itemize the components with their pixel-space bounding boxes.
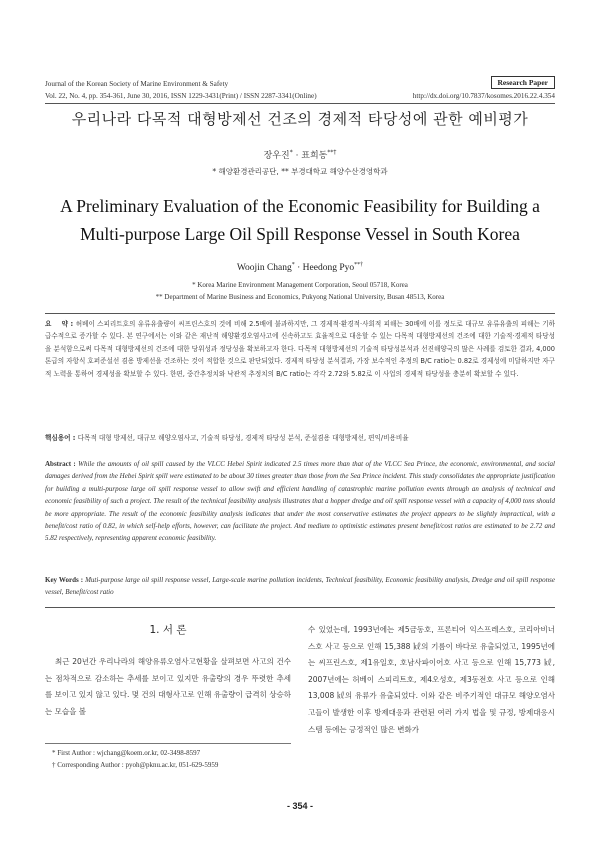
- english-author-2: · Heedong Pyo: [294, 263, 355, 274]
- abstract-bottom-rule: [45, 607, 555, 608]
- english-abstract-text: While the amounts of oil spill caused by the VLCC Hebei Spirit indicated 2.5 times more than that of the VLCC Sea Prince, the economic, environmental, and social damages derived from the Hebei Spirit spill were estimated to be about 30 times greater than those from the Sea Prince incident. This study consolidates the appropriate justification for building a multi-purpose large oil spill response vessel to allow swift and efficient handling of catastrophic marine pollution events through an analysis of technical and economic feasibility of such a project. The result of the technical feasibility analysis illustrates that a hopper dredge and oil spill response vessel with a capacity of 4,000 tons should be more appropriate. The result of the economic feasibility analysis indicates that under the most conservative estimates the project appears to be slightly impractical, with a benefit/cost ratio of 0.82, in which self-help efforts, however, can facilitate the project. And medium to optimistic estimates present benefit/cost ratios are estimated to be 2.72 and 5.82 respectively, representing apparent economic feasibility.: [45, 460, 555, 543]
- author-2-mark: **†: [327, 149, 337, 156]
- english-author-1: Woojin Chang: [236, 263, 292, 274]
- header-rule: [45, 103, 555, 104]
- abstract-top-rule: [45, 313, 555, 314]
- english-affiliation-1: * Korea Marine Environment Management Corporation, Seoul 05718, Korea: [192, 281, 408, 289]
- korean-keywords: [45, 432, 555, 444]
- english-affiliation-2: ** Department of Marine Business and Economics, Pukyong National University, Busan 48513, Korea: [155, 293, 445, 301]
- journal-name: Journal of the Korean Society of Marine Environment & Safety: [45, 80, 229, 88]
- korean-author-1: 장우진: [263, 151, 290, 161]
- page-number: - 354 -: [286, 801, 313, 811]
- section-heading: 1. 서 론: [149, 624, 187, 636]
- korean-title: 우리나라 다목적 대형방제선 건조의 경제적 타당성에 관한 예비평가: [71, 110, 529, 128]
- footnote-first-author: * First Author : wjchang@koem.or.kr, 02-3498-8597: [52, 749, 201, 757]
- english-keywords: [45, 574, 555, 599]
- english-abstract: [45, 458, 555, 545]
- english-title-line-1: A Preliminary Evaluation of the Economic Feasibility for Building a: [60, 196, 540, 216]
- english-keywords-label: Key Words :: [45, 576, 86, 584]
- korean-keywords-text: 다목적 대형 방제선, 대규모 해양오염사고, 기술적 타당성, 경제적 타당성 분석, 준설겸용 대형방제선, 편익/비용비율: [77, 434, 409, 442]
- korean-author-2: · 표희동: [292, 151, 328, 161]
- english-author-1-mark: *: [291, 262, 295, 268]
- korean-abstract-text: 허베이 스피리트호의 유류유출량이 씨프린스호의 것에 비해 2.5배에 불과하지만, 그 경제적·환경적·사회적 피해는 30배에 이를 정도로 대규모 유류유출의 피해는 기하급수적으로 증가할 수 있다. 본 연구에서는 이와 같은 재난적 해양환경오염사고에 신속하고도 효율적으로 대응할 수 있는 다목적 대형방제선의 건조에 대한 기술적·경제적 타당성을 분석함으로써 다목적 대형방제선의 건조에 대한 당위성과 정당성을 확보하고자 한다. 다목적 대형방제선의 기술적 타당성분석과 선진해양국의 많은 사례를 검토한 결과, 4,000톤급의 자항식 호퍼준설선 겸용 방제선을 건조하는 것이 적합한 것으로 판단되었다. 경제적 타당성 분석결과, 가장 보수적인 추정의 B/C ratio는 0.82로 경제성에 미달하지만 자구적 노력을 통하여 경제성을 확보할 수 있다. 한편, 중간추정치와 낙관적 추정치의 B/C ratio는 각각 2.72와 5.82로 이 사업의 경제적 타당성을 충분히 확보할 수 있다.: [45, 320, 555, 378]
- citation: Vol. 22, No. 4, pp. 354-361, June 30, 2016, ISSN 1229-3431(Print) / ISSN 2287-3341(Online): [45, 92, 317, 100]
- english-keywords-text: Muti-purpose large oil spill response vessel, Large-scale marine pollution incidents, Technical feasibility, Economic feasibility analysis, Dredge and oil spill response vessel, Benefit/cost ratio: [45, 576, 555, 597]
- korean-keywords-label: 핵심용어 :: [45, 434, 78, 442]
- english-abstract-label: Abstract :: [45, 460, 79, 468]
- intro-right-paragraph: 수 있었는데, 1993년에는 제5금동호, 프론티어 익스프레스호, 코리아비너스호 사고 등으로 인해 15,388 ㎘의 기름이 바다로 유출되었고, 1995년에는 씨프린스호, 제1유일호, 호남사파이어호 사고 등으로 인해 15,773 ㎘, 2007년에는 허베이 스피리트호, 제4오성호, 제3동전호 사고 등으로 인해 13,008 ㎘의 유류가 유출되었다. 이와 같은 비주기적인 대규모 해양오염사고들이 발생한 이후 방제대응과 관련된 여러 가지 법을 및 규정, 방제대응시스템 등에는 긍정적인 많은 변화가: [308, 625, 555, 734]
- korean-abstract-label: 요 약 :: [45, 320, 76, 328]
- korean-authors: [0, 148, 600, 161]
- english-authors: [0, 262, 600, 273]
- author-1-mark: *: [289, 149, 293, 156]
- paper-type-badge: Research Paper: [491, 76, 555, 89]
- korean-abstract: [45, 318, 555, 380]
- intro-left-paragraph: 최근 20년간 우리나라의 해양유류오염사고현황을 살펴보면 사고의 건수는 점차적으로 감소하는 추세를 보이고 있지만 유출량의 경우 뚜렷한 추세를 보이고 있지 않고 있다. 몇 건의 대형사고로 인해 유출량이 급격히 상승하는 모습을 볼: [45, 657, 291, 716]
- doi-link[interactable]: http://dx.doi.org/10.7837/kosomes.2016.22.4.354: [412, 92, 555, 100]
- footnote-corresponding-author: † Corresponding Author : pyoh@pknu.ac.kr, 051-629-5959: [52, 761, 219, 769]
- english-author-2-mark: **†: [354, 262, 364, 268]
- korean-affiliation: * 해양환경관리공단, ** 부경대학교 해양수산경영학과: [212, 167, 388, 176]
- english-title-line-2: Multi-purpose Large Oil Spill Response Vessel in South Korea: [80, 224, 520, 244]
- footnote-rule: [45, 743, 291, 744]
